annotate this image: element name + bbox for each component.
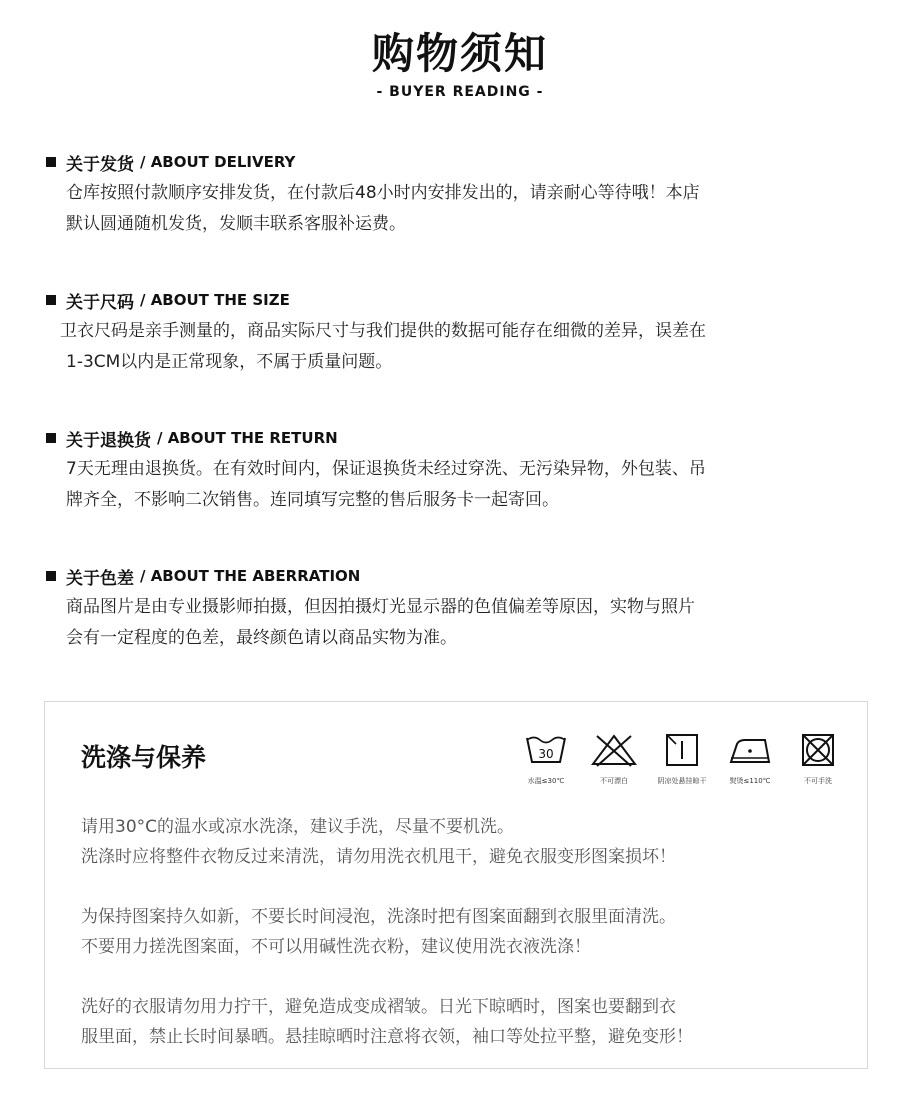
care-icon-label: 不可手洗	[804, 777, 832, 785]
section-line: 1-3CM以内是正常现象，不属于质量问题。	[66, 352, 393, 372]
section-body	[66, 178, 876, 240]
section-title-en: / ABOUT THE ABERRATION	[140, 567, 361, 585]
section-title-zh: 关于发货	[66, 154, 134, 175]
section-heading	[46, 288, 876, 312]
care-line: 洗涤时应将整件衣物反过来清洗，请勿用洗衣机甩干，避免衣服变形图案损坏！	[81, 847, 676, 867]
care-line: 为保持图案持久如新，不要长时间浸泡，洗涤时把有图案面翻到衣服里面清洗。	[81, 907, 676, 927]
section-title-en: / ABOUT DELIVERY	[140, 153, 296, 171]
section-heading	[46, 426, 876, 450]
section-title-en: / ABOUT THE SIZE	[140, 291, 290, 309]
square-bullet-icon	[46, 157, 56, 167]
care-icon-item	[583, 732, 645, 786]
page-subtitle: - BUYER READING -	[376, 84, 544, 100]
section-title-zh: 关于色差	[66, 568, 134, 589]
line-dry-shade-icon	[662, 732, 702, 768]
section-body	[66, 592, 876, 654]
square-bullet-icon	[46, 571, 56, 581]
section-title-zh: 关于尺码	[66, 292, 134, 313]
section-size	[46, 288, 876, 378]
page-title: 购物须知	[371, 29, 548, 78]
care-icon-item	[787, 732, 849, 786]
care-icon-item	[515, 732, 577, 786]
care-icon-item	[651, 732, 713, 786]
section-line: 默认圆通随机发货，发顺丰联系客服补运费。	[66, 214, 406, 234]
care-icon-row	[515, 732, 855, 802]
section-delivery	[46, 150, 876, 240]
wash-30-icon	[523, 732, 569, 768]
section-line: 会有一定程度的色差，最终颜色请以商品实物为准。	[66, 628, 457, 648]
section-line: 7天无理由退换货。在有效时间内，保证退换货未经过穿洗、无污染异物，外包装、吊	[66, 459, 706, 479]
section-line: 牌齐全，不影响二次销售。连同填写完整的售后服务卡一起寄回。	[66, 490, 559, 510]
section-line: 商品图片是由专业摄影师拍摄，但因拍摄灯光显示器的色值偏差等原因，实物与照片	[66, 597, 695, 617]
square-bullet-icon	[46, 433, 56, 443]
care-panel	[44, 701, 868, 1069]
no-tumble-dry-icon	[798, 732, 838, 768]
wash-temp-text: 30	[538, 747, 554, 761]
care-icon-label: 不可漂白	[600, 777, 628, 785]
section-title-zh: 关于退换货	[66, 430, 151, 451]
care-icon-item	[719, 732, 781, 786]
section-title-en: / ABOUT THE RETURN	[157, 429, 338, 447]
iron-110-icon	[725, 732, 775, 768]
care-line: 不要用力搓洗图案面，不可以用碱性洗衣粉，建议使用洗衣液洗涤！	[81, 937, 591, 957]
section-heading	[46, 150, 876, 174]
section-aberration	[46, 564, 876, 654]
section-body	[60, 316, 876, 378]
page-header	[0, 28, 920, 100]
care-icon-label: 熨烫≤110℃	[729, 777, 771, 785]
section-return	[46, 426, 876, 516]
care-instructions	[81, 812, 851, 1052]
care-title: 洗涤与保养	[81, 743, 207, 772]
section-line: 卫衣尺码是亲手测量的，商品实际尺寸与我们提供的数据可能存在细微的差异，误差在	[60, 321, 706, 341]
section-body	[66, 454, 876, 516]
section-heading	[46, 564, 876, 588]
square-bullet-icon	[46, 295, 56, 305]
care-icon-label: 阴凉处悬挂晾干	[657, 777, 707, 785]
care-line: 洗好的衣服请勿用力拧干，避免造成变成褶皱。日光下晾晒时，图案也要翻到衣	[81, 997, 676, 1017]
care-line: 服里面，禁止长时间暴晒。悬挂晾晒时注意将衣领，袖口等处拉平整，避免变形！	[81, 1027, 693, 1047]
care-line: 请用30°C的温水或凉水洗涤，建议手洗，尽量不要机洗。	[81, 817, 515, 837]
no-bleach-icon	[589, 732, 639, 768]
paragraph-gap	[81, 962, 851, 992]
paragraph-gap	[81, 872, 851, 902]
care-icon-label: 水温≤30℃	[527, 777, 565, 785]
section-line: 仓库按照付款顺序安排发货，在付款后48小时内安排发出的，请亲耐心等待哦！本店	[66, 183, 700, 203]
